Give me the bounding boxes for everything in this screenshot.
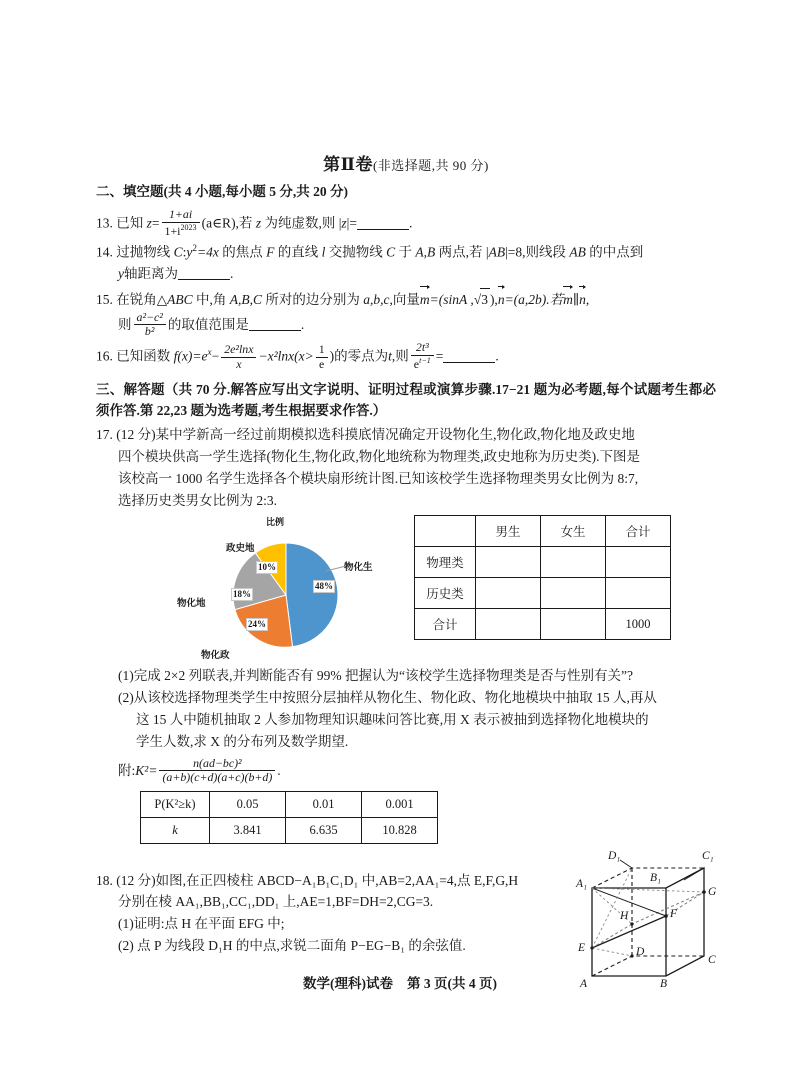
question-18-line2: 分别在棱 AA₁,BB₁,CC₁,DD₁ 上,AE=1,BF=DH=2,CG=3. xyxy=(118,894,434,910)
question-14: 14. 过抛物线 $C:y^2=4x$ 的焦点 F 的直线 l 交抛物线 C 于 A,B 两点,若 |AB|=8,则线段 AB 的中点到 y轴距离为 . xyxy=(96,241,716,285)
pie-chart-svg xyxy=(174,527,399,661)
formula-attach-label: 附: xyxy=(118,762,136,778)
table-row-label-total: 合计 xyxy=(415,609,476,640)
formula-period: . xyxy=(277,762,281,778)
question-15-triangle: ABC xyxy=(167,292,193,308)
question-13-equals: = xyxy=(151,215,160,231)
question-15-m-close: ), xyxy=(489,292,498,308)
k-table-wrapper xyxy=(96,791,716,844)
vertex-dot-f xyxy=(664,914,668,918)
question-16-tail: = xyxy=(435,349,444,365)
question-16: 16. 已知函数 $f(x)=e^x-$ $\frac{\text{2e²lnx}}{x}$ −x²lnx(x> $\frac{1}{e}$ )的零点为t,则 $\frac{\text{2t³}}{e^{t-1}}$ = . xyxy=(96,340,499,371)
question-15-sqrt3: 3 xyxy=(480,288,490,311)
question-15-text-g: 的取值范围是 xyxy=(167,316,249,332)
question-15-line2: 则 $\frac{\text{a²−c²}}{\text{b²}}$ 的取值范围是 . xyxy=(118,309,305,339)
question-16-e-exponent: x xyxy=(207,347,212,358)
table-cell-total-female[interactable] xyxy=(541,609,606,640)
question-18-sub-2: (2) 点 P 为线段 D₁H 的中点,求锐二面角 P−EG−B₁ 的余弦值. xyxy=(118,938,466,954)
k-table-prob-0-05: 0.05 xyxy=(210,791,286,817)
question-13-fraction xyxy=(162,208,200,238)
table-row-label-physics: 物理类 xyxy=(415,547,476,578)
table-row xyxy=(415,547,671,578)
pie-slice-wuhuasheng xyxy=(286,543,338,647)
question-16-number: 16. xyxy=(96,349,113,365)
vertex-dot-g xyxy=(702,890,706,894)
question-13-condition: (a∈R),若 xyxy=(201,215,253,231)
table-header-row xyxy=(415,516,671,547)
k-critical-value-table xyxy=(140,791,438,844)
prism-label-a: A xyxy=(580,977,588,990)
prism-label-f: F xyxy=(670,907,678,920)
footer-page-number: 第 3 页(共 4 页) xyxy=(407,976,497,991)
footer-subject: 数学(理科)试卷 xyxy=(303,976,393,991)
table-row-label-history: 历史类 xyxy=(415,578,476,609)
vertex-dot-h xyxy=(630,922,633,925)
question-15-angles: A,B,C xyxy=(229,292,263,308)
table-cell-physics-female[interactable] xyxy=(541,547,606,578)
table-cell-grand-total: 1000 xyxy=(606,609,671,640)
question-14-line2: y轴距离为 . xyxy=(118,266,234,282)
prism-label-d: D xyxy=(636,945,645,958)
table-cell-history-total[interactable] xyxy=(606,578,671,609)
question-16-t: t xyxy=(388,349,392,365)
section-edge-ef xyxy=(592,916,666,948)
question-16-mid1: −x²lnx(x> xyxy=(258,349,314,365)
question-14-abs-ab: AB xyxy=(488,244,506,260)
prism-label-e: E xyxy=(578,941,586,954)
construction-e-d xyxy=(592,948,632,956)
question-15-sides: a,b,c xyxy=(363,292,390,308)
question-16-fraction-3 xyxy=(411,341,434,371)
pie-label-wuhuazheng: 物化政 xyxy=(201,651,230,662)
question-16-frac1-top: 2e²lnx xyxy=(224,342,254,357)
question-14-axis-y: y xyxy=(118,266,124,282)
question-15-frac-bot: b² xyxy=(134,324,166,338)
question-14-text-i: 轴距离为 xyxy=(124,266,178,282)
question-16-frac3-top: 2t³ xyxy=(415,340,429,355)
question-14-text-a: 过抛物线 xyxy=(116,244,171,260)
question-15-text-d: ,向量 xyxy=(389,292,420,308)
leader-c1 xyxy=(684,868,704,880)
section-3-heading: 三、解答题（共 70 分.解答应写出文字说明、证明过程或演算步骤.17−21 题为必考题,每个试题考生都必须作答.第 22,23 题为选考题,考生根据要求作答.） xyxy=(96,382,716,418)
question-13-number: 13. xyxy=(96,215,113,231)
question-13-abs-z: z xyxy=(341,215,347,231)
question-14-answer-blank[interactable] xyxy=(178,279,230,280)
question-15-vector-n: n xyxy=(498,288,505,311)
question-15-answer-blank[interactable] xyxy=(249,330,301,331)
question-17-line3: 该校高一 1000 名学生选择各个模块扇形统计图.已知该校学生选择物理类男女比例为 8:7, xyxy=(118,470,639,486)
question-16-mid3: ,则 xyxy=(391,349,409,365)
question-14-number: 14. xyxy=(96,244,113,260)
table-header-total: 合计 xyxy=(606,516,671,547)
question-13-exponent: 2023 xyxy=(180,222,197,232)
table-cell-physics-total[interactable] xyxy=(606,547,671,578)
pie-label-zhengshidi: 政史地 xyxy=(226,544,255,555)
question-16-mid2: )的零点为 xyxy=(329,349,389,365)
question-17-line4: 选择历史类男女比例为 2:3. xyxy=(118,492,278,508)
page-footer xyxy=(0,972,800,992)
question-15-text-a: 在锐角△ xyxy=(116,292,168,308)
question-18-line1: 如图,在正四棱柱 ABCD−A₁B₁C₁D₁ 中,AB=2,AA₁=4,点 E,F,G,H xyxy=(155,872,519,888)
question-13-var-z2: z xyxy=(255,215,262,231)
question-16-answer-blank[interactable] xyxy=(443,362,495,363)
prism-label-g: G xyxy=(708,885,717,898)
formula-denominator: (a+b)(c+d)(a+c)(b+d) xyxy=(159,770,275,784)
question-16-frac2-top: 1 xyxy=(318,342,325,357)
formula-fraction xyxy=(159,757,275,785)
question-16-lead: 已知函数 xyxy=(116,349,171,365)
question-17-line2: 四个模块供高一学生选择(物化生,物化政,物化地统称为物理类,政史地称为历史类).下图是 xyxy=(118,448,640,464)
question-14-text-c: 的直线 xyxy=(277,244,319,260)
question-14-curve2: C xyxy=(386,244,396,260)
volume-title: 第Ⅱ卷 xyxy=(323,155,373,174)
question-14-text-g: =8,则线段 xyxy=(507,244,567,260)
pie-chart xyxy=(174,515,399,661)
question-16-frac1-bot: x xyxy=(221,357,256,371)
question-16-frac2-bot: e xyxy=(316,357,328,371)
question-14-text-b: 的焦点 xyxy=(222,244,263,260)
k-table-k-3-841: 3.841 xyxy=(210,817,286,843)
question-18-points: (12 分) xyxy=(116,872,156,888)
question-15-m-eq: =(sinA , xyxy=(429,292,474,308)
formula-numerator: n(ad−bc)² xyxy=(193,755,242,770)
section-edge-gh xyxy=(632,892,704,924)
question-15-vector-m2: m xyxy=(563,288,573,311)
question-16-fraction-1 xyxy=(221,343,256,371)
question-14-eqn-sup: 2 xyxy=(192,242,197,253)
question-17 xyxy=(96,424,716,511)
pie-label-wuhuasheng: 物化生 xyxy=(344,563,373,574)
question-18-number: 18. xyxy=(96,872,113,888)
table-cell-total-male[interactable] xyxy=(476,609,541,640)
pie-value-wuhuasheng: 48% xyxy=(315,581,333,592)
prism-label-a1: A₁ xyxy=(576,877,588,890)
table-row xyxy=(141,791,438,817)
question-14-focus: F xyxy=(266,244,275,260)
question-17-points: (12 分) xyxy=(116,427,156,443)
pie-label-wuhuadi: 物化地 xyxy=(177,599,206,610)
table-corner-cell xyxy=(415,516,476,547)
contingency-table xyxy=(414,515,671,640)
question-15-vector-m: m xyxy=(420,288,430,311)
page-title xyxy=(96,150,716,175)
table-cell-history-female[interactable] xyxy=(541,578,606,609)
question-13-frac-bot xyxy=(162,222,200,238)
question-15-text-f: 则 xyxy=(118,316,132,332)
question-15-text-c: 所对的边分别为 xyxy=(265,292,360,308)
prism-label-h: H xyxy=(620,909,629,922)
question-14-text-h: 的中点到 xyxy=(589,244,644,260)
question-15-vector-n2: n xyxy=(579,288,586,311)
question-17-sub-2-line3: 学生人数,求 X 的分布列及数学期望. xyxy=(136,734,349,750)
table-header-female: 女生 xyxy=(541,516,606,547)
question-18-statement xyxy=(96,870,566,957)
question-16-f: f xyxy=(173,349,178,365)
prism-label-c1: C₁ xyxy=(702,849,714,862)
question-15-ratio-fraction xyxy=(134,311,166,339)
question-14-seg-ab: AB xyxy=(569,244,586,260)
question-14-line-l: l xyxy=(321,244,326,260)
section-edge-he xyxy=(592,924,632,948)
question-17-figures xyxy=(96,515,716,665)
k-table-k-10-828: 10.828 xyxy=(362,817,438,843)
question-15-text-b: 中,角 xyxy=(196,292,227,308)
question-14-text-e: 于 xyxy=(398,244,413,260)
question-16-frac3-bot-sup: t−1 xyxy=(419,355,431,365)
formula-lhs: K²= xyxy=(135,762,158,778)
vertex-dot-e xyxy=(590,946,593,949)
question-18-sub-1: (1)证明:点 H 在平面 EFG 中; xyxy=(118,916,285,932)
question-14-eqn-y: y xyxy=(186,244,193,260)
pie-value-wuhuadi: 18% xyxy=(233,589,251,600)
question-14-text-d: 交抛物线 xyxy=(328,244,383,260)
prism-label-d1: D₁ xyxy=(608,849,621,862)
question-13-frac-top: 1+ai xyxy=(168,207,193,222)
question-17-sub-2-line2: 这 15 人中随机抽取 2 人参加物理知识趣味问答比赛,用 X 表示被抽到选择物化地模块的 xyxy=(136,712,649,728)
prism-label-b: B xyxy=(660,977,668,990)
construction-a1-f xyxy=(592,888,666,916)
question-13-tail: = xyxy=(349,215,357,231)
prism-label-b1: B₁ xyxy=(650,871,662,884)
question-14-text-f: 两点,若 xyxy=(438,244,483,260)
question-13: 13. 已知 z= $\frac{1+ai}{1+i^{2023}}$ (a∈R),若 z 为纯虚数,则 |z|= . xyxy=(96,207,413,238)
k-table-prob-label: P(K²≥k) xyxy=(141,791,210,817)
volume-subtitle: (非选择题,共 90 分) xyxy=(372,158,489,173)
question-15-number: 15. xyxy=(96,292,113,308)
pie-chart-title: 比例 xyxy=(266,517,285,528)
question-15-text-e: , xyxy=(585,292,590,308)
question-13-lead: 已知 xyxy=(116,215,144,231)
prism-label-c: C xyxy=(708,953,716,966)
question-14-colon: : xyxy=(182,244,187,260)
question-16-fraction-2 xyxy=(316,343,328,371)
table-header-male: 男生 xyxy=(476,516,541,547)
question-16-frac3-bot-base: e xyxy=(413,356,420,371)
question-15-parallel: ∥ xyxy=(572,292,580,308)
question-14-curve: C xyxy=(173,244,183,260)
k-squared-formula xyxy=(96,757,716,785)
vertex-dot-d xyxy=(630,954,633,957)
question-14-eqn-rest: =4x xyxy=(197,244,219,260)
question-16-minus: − xyxy=(211,349,220,365)
question-13-answer-blank[interactable] xyxy=(357,229,409,230)
leader-d1 xyxy=(620,860,632,868)
table-cell-physics-male[interactable] xyxy=(476,547,541,578)
k-table-prob-0-01: 0.01 xyxy=(286,791,362,817)
question-15: 15. 在锐角△ABC 中,角 A,B,C 所对的边分别为 a,b,c,向量m=(sinA ,√3 ),n=(a,2b).若m∥n, 则 $\frac{\text{a²−c²}}{\text{b²}}$ 的取值范围是 . xyxy=(96,288,716,338)
section-2-heading: 二、填空题(共 4 小题,每小题 5 分,共 20 分) xyxy=(96,184,348,199)
table-row xyxy=(415,609,671,640)
question-17-number: 17. xyxy=(96,427,113,443)
pie-value-wuhuazheng: 24% xyxy=(248,619,266,630)
question-15-frac-top: a²−c² xyxy=(136,309,163,324)
k-table-prob-0-001: 0.001 xyxy=(362,791,438,817)
question-13-frac-bot-base: 1+i xyxy=(164,223,181,238)
question-13-var-z: z xyxy=(146,215,152,231)
table-row xyxy=(141,817,438,843)
question-15-n-eq: =(a,2b).若 xyxy=(504,292,564,308)
question-14-points-ab: A,B xyxy=(415,244,436,260)
question-16-frac3-bot xyxy=(411,355,434,371)
question-13-mid: 为纯虚数,则 xyxy=(264,215,336,231)
k-table-k-6-635: 6.635 xyxy=(286,817,362,843)
table-cell-history-male[interactable] xyxy=(476,578,541,609)
question-16-fx: (x)=e xyxy=(177,349,208,365)
question-17-sub-1: (1)完成 2×2 列联表,并判断能否有 99% 把握认为“该校学生选择物理类是否与性别有关”? xyxy=(118,668,633,684)
pie-value-zhengshidi: 10% xyxy=(258,562,276,573)
question-17-sub-2-line1: (2)从该校选择物理类学生中按照分层抽样从物化生、物化政、物化地模块中抽取 15 人,再从 xyxy=(118,690,657,706)
k-table-k-label: k xyxy=(141,817,210,843)
prism-outline xyxy=(592,868,704,976)
table-row xyxy=(415,578,671,609)
question-17-line1: 某中学新高一经过前期模拟选科摸底情况确定开设物化生,物化政,物化地及政史地 xyxy=(155,427,635,443)
